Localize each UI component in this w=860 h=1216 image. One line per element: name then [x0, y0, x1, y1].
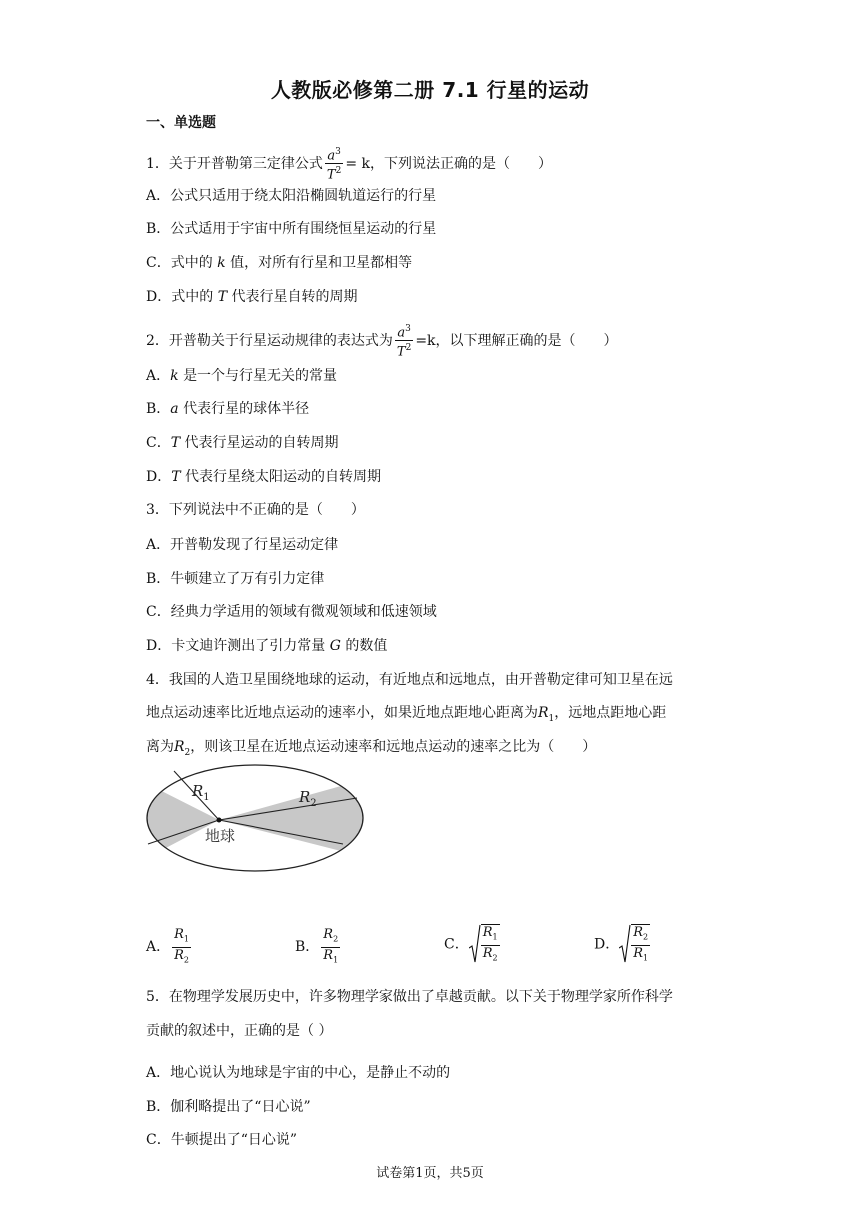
question-1-stem: 1．关于开普勒第三定律公式 $\frac{a^3}{T^2}$ = k，下列说法正确的是（ ） [146, 147, 552, 183]
question-1-option-c: C．式中的 k 值，对所有行星和卫星都相等 [146, 255, 413, 271]
page-title: 人教版必修第二册 7.1 行星的运动 [270, 78, 590, 102]
formula-fraction: $\frac{a^3}{T^2}$ [396, 324, 412, 360]
question-4-option-d: D． $\frac{R_2}{R_1}$ [594, 924, 650, 965]
question-2-option-b: B．a 代表行星的球体半径 [146, 401, 310, 417]
label-r2: $R_2$ [299, 788, 317, 809]
question-2-option-d: D．T 代表行星绕太阳运动的自转周期 [146, 469, 382, 485]
question-2-option-a: A．k 是一个与行星无关的常量 [146, 368, 338, 384]
question-1-option-d: D．式中的 T 代表行星自转的周期 [146, 289, 358, 305]
question-2-option-c: C．T 代表行星运动的自转周期 [146, 435, 339, 451]
orbit-diagram [144, 762, 366, 874]
question-4-line-2: 地点运动速率比近地点运动的速率小，如果近地点距地心距离为$R_1$，远地点距地心距 [146, 705, 667, 724]
question-3-option-d: D．卡文迪许测出了引力常量 G 的数值 [146, 638, 388, 654]
earth-point [217, 818, 222, 823]
question-4-option-a: A． $\frac{R_1}{R_2}$ [146, 927, 190, 965]
sqrt-symbol: $\frac{R_1}{R_2}$ [469, 924, 500, 965]
question-2-stem: 2．开普勒关于行星运动规律的表达式为 $\frac{a^3}{T^2}$ =k，以下理解正确的是（ ） [146, 324, 618, 360]
label-earth: 地球 [205, 827, 236, 845]
page-footer: 试卷第1页，共5页 [376, 1166, 484, 1181]
formula-fraction: $\frac{a^3}{T^2}$ [326, 147, 342, 183]
question-5-line-1: 5．在物理学发展历史中，许多物理学家做出了卓越贡献。以下关于物理学家所作科学 [146, 989, 673, 1005]
question-1-option-a: A．公式只适用于绕太阳沿椭圆轨道运行的行星 [146, 188, 437, 204]
question-5-option-a: A．地心说认为地球是宇宙的中心，是静止不动的 [146, 1065, 451, 1081]
orbit-sector-near [144, 772, 219, 870]
question-3-stem: 3．下列说法中不正确的是（ ） [146, 502, 365, 518]
question-4-option-c: C． $\frac{R_1}{R_2}$ [444, 924, 500, 965]
question-5-line-2: 贡献的叙述中，正确的是（ ） [146, 1023, 333, 1039]
question-3-option-a: A．开普勒发现了行星运动定律 [146, 537, 339, 553]
question-3-option-b: B．牛顿建立了万有引力定律 [146, 571, 325, 587]
question-3-option-c: C．经典力学适用的领域有微观领域和低速领域 [146, 604, 437, 620]
label-r1: $R_1$ [192, 782, 210, 803]
question-5-option-c: C．牛顿提出了“日心说” [146, 1132, 298, 1148]
question-1-option-b: B．公式适用于宇宙中所有围绕恒星运动的行星 [146, 221, 437, 237]
sqrt-symbol: $\frac{R_2}{R_1}$ [619, 924, 650, 965]
section-heading: 一、单选题 [146, 115, 216, 131]
question-4-line-1: 4．我国的人造卫星围绕地球的运动，有近地点和远地点，由开普勒定律可知卫星在远 [146, 672, 673, 688]
question-5-option-b: B．伽利略提出了“日心说” [146, 1099, 311, 1115]
question-4-option-b: B． $\frac{R_2}{R_1}$ [295, 927, 339, 965]
question-4-line-3: 离为$R_2$，则该卫星在近地点运动速率和远地点运动的速率之比为（ ） [146, 739, 597, 758]
